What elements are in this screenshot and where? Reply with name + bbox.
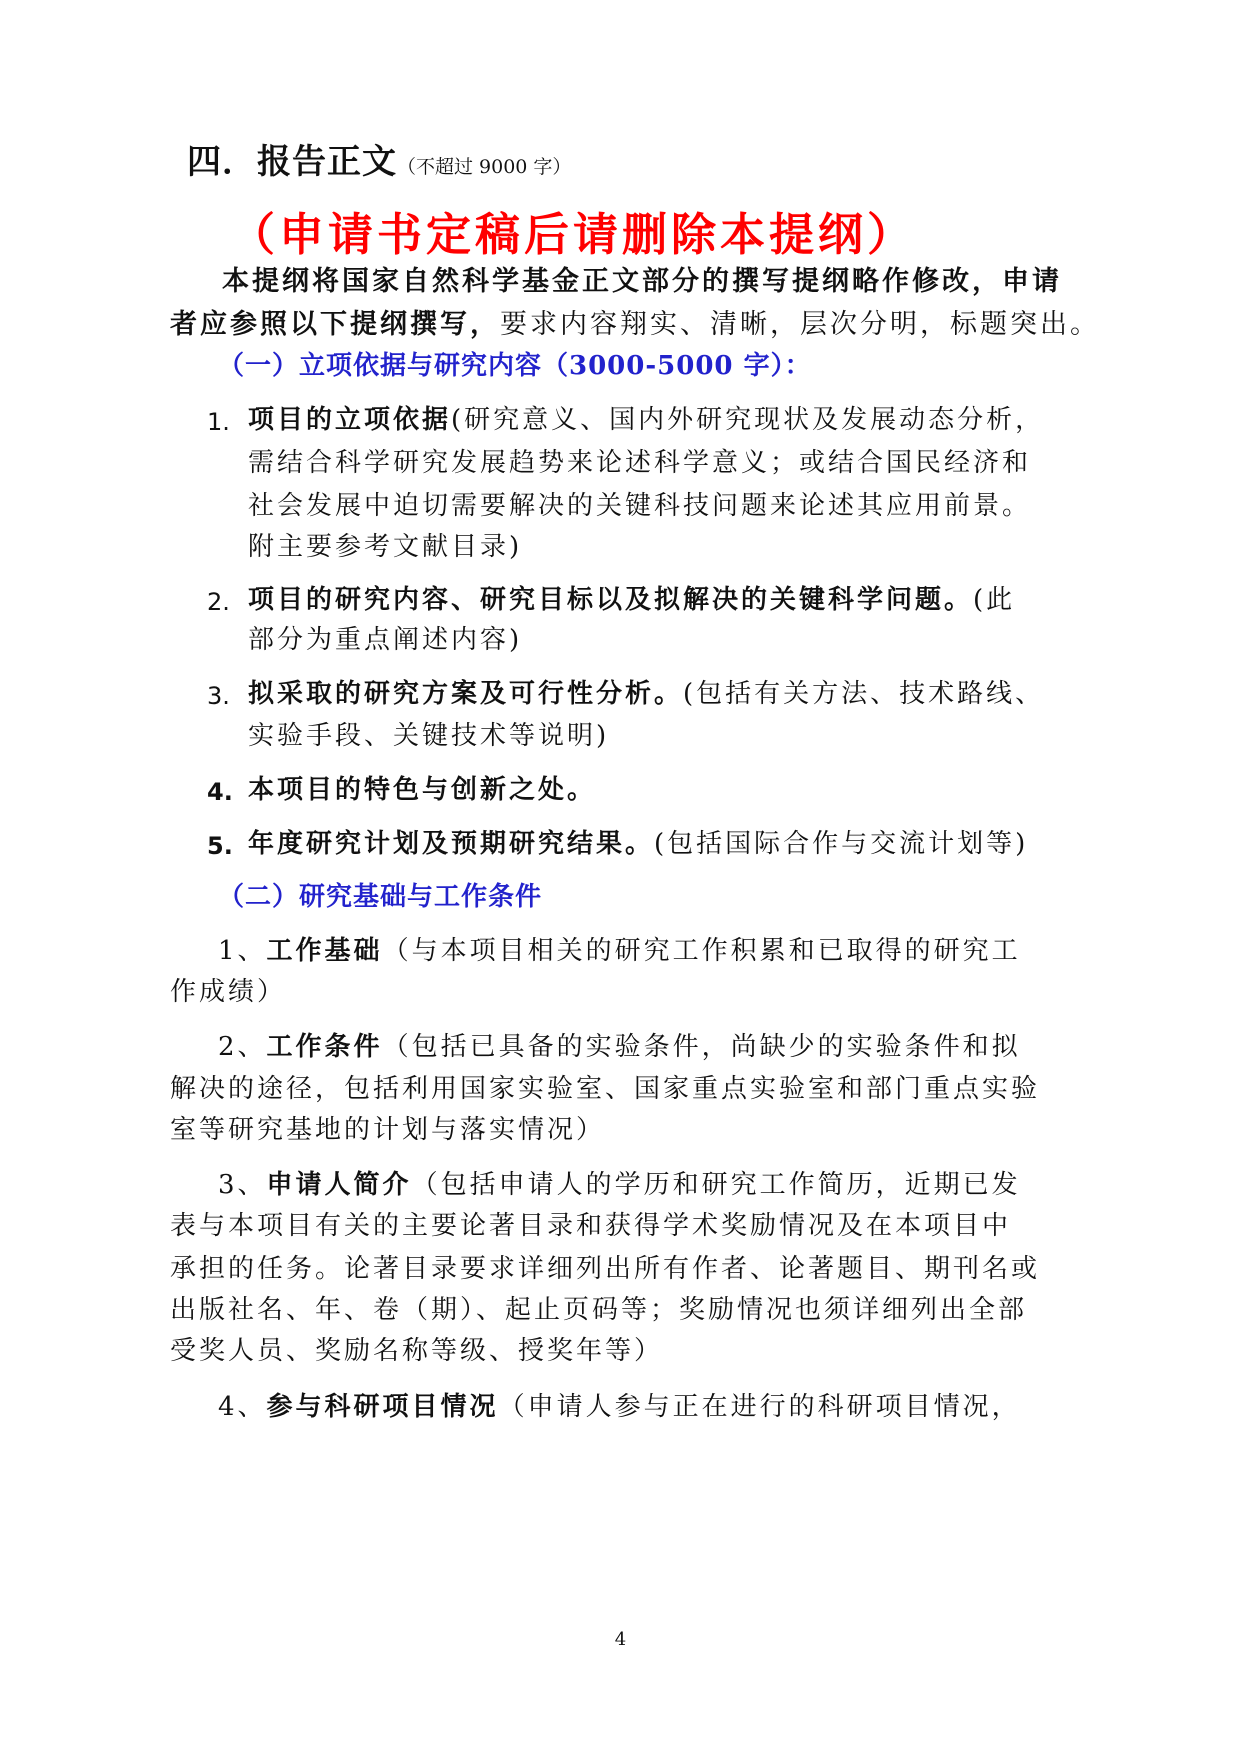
part2-heading: （二）研究基础与工作条件: [218, 882, 543, 912]
item-4-title: 本项目的特色与创新之处。: [248, 775, 597, 805]
part2-item-4-desc: （申请人参与正在进行的科研项目情况，: [498, 1392, 1021, 1422]
item-2-line-2: 部分为重点阐述内容): [248, 625, 523, 655]
item-3-line-1: [248, 677, 1044, 711]
part2-item-3-line-2: 表与本项目有关的主要论著目录和获得学术奖励情况及在本项目中: [170, 1211, 1012, 1241]
item-1-line-1: [248, 403, 1044, 437]
part2-item-2-line-2: 解决的途径，包括利用国家实验室、国家重点实验室和部门重点实验: [170, 1074, 1041, 1104]
item-number: 4.: [207, 778, 233, 806]
part2-item-3-line-4: 出版社名、年、卷（期）、起止页码等；奖励情况也须详细列出全部: [170, 1295, 1028, 1325]
part2-item-1-line-1: [218, 934, 1021, 968]
item-2-desc: (此: [973, 585, 1016, 615]
part2-item-3-desc: （包括申请人的学历和研究工作简历，近期已发: [411, 1170, 1021, 1200]
item-2-title: 项目的研究内容、研究目标以及拟解决的关键科学问题。: [248, 585, 974, 615]
item-1-line-4: 附主要参考文献目录): [248, 532, 523, 562]
delete-outline-banner: （申请书定稿后请删除本提纲）: [230, 208, 917, 261]
item-number: 2.: [207, 588, 230, 616]
part2-item-3-line-3: 承担的任务。论著目录要求详细列出所有作者、论著题目、期刊名或: [170, 1254, 1041, 1284]
item-3-line-2: 实验手段、关键技术等说明): [248, 721, 610, 751]
intro-line-1: 本提纲将国家自然科学基金正文部分的撰写提纲略作修改，申请: [222, 266, 1062, 297]
item-1-desc: (研究意义、国内外研究现状及发展动态分析，: [451, 405, 1045, 435]
part2-item-2-desc: （包括已具备的实验条件，尚缺少的实验条件和拟: [382, 1032, 1021, 1062]
item-5-line-1: [248, 827, 1028, 861]
section-title-note: （不超过 9000 字）: [397, 156, 572, 178]
intro-line-2: [170, 307, 1100, 343]
part1-heading: （一）立项依据与研究内容（3000-5000 字）：: [218, 351, 812, 381]
part2-item-2-title: 工作条件: [266, 1032, 383, 1062]
part2-item-4-line-1: [218, 1390, 1021, 1424]
part2-item-3-title: 申请人简介: [266, 1170, 412, 1200]
item-1-line-2: 需结合科学研究发展趋势来论述科学意义；或结合国民经济和: [248, 448, 1032, 478]
part2-item-3-prefix: 3、: [218, 1170, 267, 1200]
item-number: 1.: [207, 408, 230, 436]
item-number: 5.: [207, 832, 233, 860]
item-1-title: 项目的立项依据: [248, 405, 452, 435]
part2-item-3-line-1: [218, 1168, 1021, 1202]
part2-item-1-prefix: 1、: [218, 936, 267, 966]
intro-line-2-bold: 者应参照以下提纲撰写，: [170, 309, 500, 340]
part2-item-2-prefix: 2、: [218, 1032, 267, 1062]
part2-item-2-line-3: 室等研究基地的计划与落实情况）: [170, 1115, 606, 1145]
item-5-desc: (包括国际合作与交流计划等): [654, 829, 1029, 859]
page-number: 4: [614, 1629, 627, 1650]
part2-item-2-line-1: [218, 1030, 1021, 1064]
item-5-title: 年度研究计划及预期研究结果。: [248, 829, 655, 859]
part2-item-1-desc: （与本项目相关的研究工作积累和已取得的研究工: [382, 936, 1021, 966]
intro-line-2-rest: 要求内容翔实、清晰，层次分明，标题突出。: [500, 309, 1100, 340]
part2-item-1-title: 工作基础: [266, 936, 383, 966]
item-3-title: 拟采取的研究方案及可行性分析。: [248, 679, 684, 709]
item-2-line-1: [248, 583, 1015, 617]
item-1-line-3: 社会发展中迫切需要解决的关键科技问题来论述其应用前景。: [248, 491, 1032, 521]
section-title: [187, 140, 571, 189]
part2-item-3-line-5: 受奖人员、奖励名称等级、授奖年等）: [170, 1336, 664, 1366]
item-3-desc: (包括有关方法、技术路线、: [683, 679, 1045, 709]
part2-item-4-title: 参与科研项目情况: [266, 1392, 499, 1422]
part2-item-4-prefix: 4、: [218, 1392, 267, 1422]
item-number: 3.: [207, 682, 230, 710]
section-title-text: 四．报告正文: [187, 142, 397, 182]
part2-item-1-line-2: 作成绩）: [170, 977, 287, 1007]
